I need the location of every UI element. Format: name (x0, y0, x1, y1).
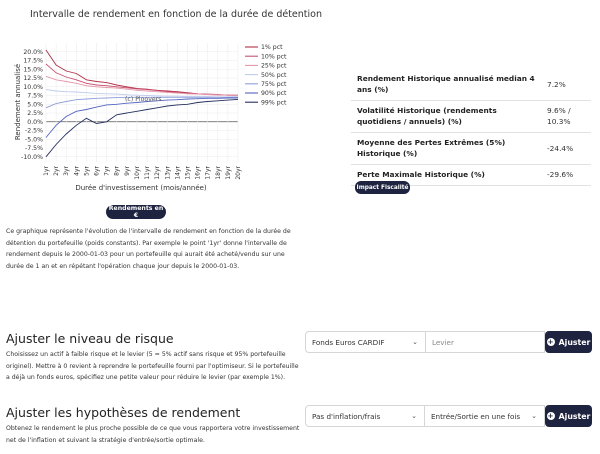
stats-table (351, 69, 591, 186)
stats-value: -29.6% (541, 165, 591, 186)
stats-row-volatility (351, 101, 591, 133)
x-tick-label: 18yr (214, 166, 222, 180)
stats-value: 7.2% (541, 69, 591, 101)
x-tick-label: 16yr (194, 166, 202, 180)
chart-y-axis-label: Rendement annualisé (14, 63, 22, 141)
x-tick-label: 3yr (63, 166, 71, 176)
risk-section-title: Ajuster le niveau de risque (6, 331, 174, 346)
x-tick-label: 10yr (133, 166, 141, 180)
entree-sortie-select[interactable] (424, 405, 545, 427)
x-tick-label: 14yr (174, 166, 182, 180)
stats-row-median-return (351, 69, 591, 101)
chevron-down-icon: ⌄ (411, 412, 417, 420)
y-tick-label: -2.5% (25, 127, 43, 135)
chart-legend (245, 44, 287, 106)
entree-sortie-select-value: Entrée/Sortie en une fois (431, 411, 521, 421)
y-tick-label: 2.5% (27, 110, 43, 118)
chevron-down-icon: ⌄ (531, 412, 537, 420)
y-tick-label: -5.0% (25, 136, 43, 144)
hypotheses-section-description: Obtenez le rendement le plus proche possible de ce que vous rapportera votre investissement net de l'inflation et suivant la stratégie d'entrée/sortie optimale. (6, 425, 300, 444)
ajuster-risk-label: Ajuster (558, 337, 591, 347)
legend-label: 99% pct (261, 99, 287, 107)
stats-row-extreme-losses (351, 133, 591, 165)
legend-label: 10% pct (261, 53, 287, 61)
stats-label: Volatilité Historique (rendements quotidiens / annuels) (%) (351, 101, 541, 133)
legend-label: 25% pct (261, 62, 287, 70)
x-tick-label: 2yr (53, 166, 61, 176)
series-line (46, 50, 238, 95)
x-tick-label: 19yr (224, 166, 232, 180)
stats-value: 9.6% / 10.3% (541, 101, 591, 133)
y-tick-label: -7.5% (25, 145, 43, 153)
x-tick-label: 1yr (43, 166, 50, 176)
chevron-down-icon: ⌄ (412, 338, 418, 346)
x-tick-label: 17yr (204, 166, 212, 180)
return-range-chart (0, 28, 300, 198)
y-tick-label: 10.0% (23, 83, 43, 91)
series-line (46, 98, 238, 138)
stats-label: Moyenne des Pertes Extrêmes (5%) Historique (%) (351, 133, 541, 165)
legend-label: 75% pct (261, 81, 287, 88)
levier-input-placeholder: Levier (432, 337, 454, 347)
ajuster-hypotheses-label: Ajuster (558, 411, 591, 421)
y-tick-label: 0.0% (27, 118, 43, 126)
plus-circle-icon: + (547, 338, 554, 346)
y-tick-label: 12.5% (23, 75, 43, 83)
legend-label: 1% pct (261, 44, 283, 52)
chart-watermark: (c) Ploovers (125, 96, 162, 103)
ajuster-hypotheses-button[interactable] (545, 405, 592, 427)
y-tick-label: 5.0% (27, 101, 43, 109)
risk-section-description: Choisissez un actif à faible risque et le levier (5 = 5% actif sans risque et 95% portefeuille originel). Mettre à 0 revient à reprendre le portefeuille fourni par l'optimiseur. Si le portefeuille a déjà un fonds euros, spécifiez une petite valeur pour réduire le levier (par exemple 1%). (6, 351, 299, 382)
x-tick-label: 4yr (73, 166, 81, 176)
chart-series (46, 50, 238, 157)
legend-label: 90% pct (261, 90, 287, 98)
x-tick-label: 5yr (83, 166, 91, 176)
chart-title: Intervalle de rendement en fonction de la durée de détention (30, 9, 322, 20)
stats-label: Perte Maximale Historique (%) (351, 165, 541, 186)
x-tick-label: 13yr (164, 166, 172, 180)
rendements-euro-button[interactable]: Rendements en € (106, 205, 166, 219)
y-tick-label: 20.0% (23, 48, 43, 56)
hypotheses-section-title: Ajuster les hypothèses de rendement (6, 405, 241, 420)
x-tick-label: 8yr (113, 166, 121, 176)
y-tick-label: 15.0% (23, 66, 43, 74)
impact-fiscalite-button[interactable]: Impact Fiscalité (355, 181, 410, 194)
inflation-select-value: Pas d'inflation/frais (312, 411, 381, 421)
x-tick-label: 6yr (93, 166, 101, 176)
chart-x-axis-label: Durée d'investissement (mois/année) (75, 184, 207, 192)
levier-input[interactable] (425, 331, 545, 353)
risk-asset-select[interactable] (305, 331, 426, 353)
legend-label: 50% pct (261, 71, 287, 79)
x-tick-label: 15yr (184, 166, 192, 180)
inflation-select[interactable] (305, 405, 425, 427)
y-tick-label: 7.5% (27, 92, 43, 100)
plus-circle-icon: + (547, 412, 554, 420)
x-tick-label: 7yr (103, 166, 111, 176)
x-tick-label: 20yr (235, 166, 242, 180)
chart-axes (21, 49, 242, 180)
chart-description: Ce graphique représente l'évolution de l'intervalle de rendement en fonction de la durée de détention du portefeuille (poids constants). Par exemple le point '1yr' donne l'intervalle de rendement depuis le 2000-01-03 pour un portefeuille qui aurait été acheté/vendu sur une durée de 1 an et en répétant l'opération chaque jour depuis le 2000-01-03. (6, 228, 291, 270)
stats-value: -24.4% (541, 133, 591, 165)
x-tick-label: 9yr (123, 166, 131, 176)
ajuster-risk-button[interactable] (545, 331, 592, 353)
stats-label: Rendement Historique annualisé median 4 ans (%) (351, 69, 541, 101)
risk-asset-select-value: Fonds Euros CARDIF (312, 337, 385, 347)
y-tick-label: -10.0% (21, 153, 43, 161)
x-tick-label: 12yr (154, 166, 162, 180)
y-tick-label: 17.5% (23, 57, 43, 65)
x-tick-label: 11yr (144, 166, 152, 180)
